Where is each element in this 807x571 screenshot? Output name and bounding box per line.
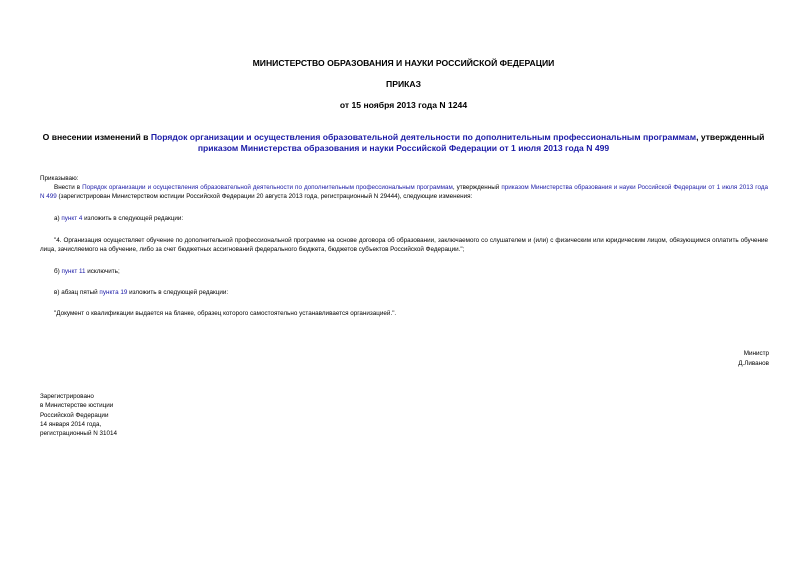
- intro-link-order-499[interactable]: приказом Министерства образования и науки Российской Федерации от 1 июля 2013 года N 499: [40, 184, 768, 200]
- intro-paragraph: [40, 183, 768, 201]
- item-a: [40, 214, 768, 223]
- item-a-link[interactable]: пункт 4: [61, 215, 83, 222]
- ministry-heading: МИНИСТЕРСТВО ОБРАЗОВАНИЯ И НАУКИ РОССИЙСКОЙ ФЕДЕРАЦИИ: [252, 58, 555, 68]
- item-b-link[interactable]: пункт 11: [61, 268, 86, 275]
- item-c-prefix: в) абзац пятый: [54, 289, 100, 296]
- signature-position: Министр: [743, 350, 769, 357]
- item-c-link[interactable]: пункта 19: [99, 289, 128, 296]
- item-a-prefix: а): [54, 215, 62, 222]
- registration-line: регистрационный N 31014: [40, 430, 118, 438]
- signature-block: [738, 349, 769, 368]
- intro-middle: , утвержденный: [452, 184, 502, 191]
- registration-line: в Министерстве юстиции: [40, 402, 114, 410]
- item-a-suffix: изложить в следующей редакции:: [82, 215, 184, 222]
- document-title: [40, 132, 767, 154]
- title-link-order-499[interactable]: приказом Министерства образования и науки Российской Федерации от 1 июля 2013 года N 499: [197, 143, 610, 153]
- title-link-procedure[interactable]: Порядок организации и осуществления образовательной деятельности по дополнительным профессиональным программам: [150, 132, 697, 142]
- registration-block: [40, 392, 117, 438]
- registration-line: Российской Федерации: [40, 411, 109, 419]
- item-b-suffix: исключить;: [85, 268, 120, 275]
- order-word: Приказываю:: [40, 175, 79, 182]
- item-b: [40, 267, 768, 276]
- intro-link-procedure[interactable]: Порядок организации и осуществления образовательной деятельности по дополнительным профессиональным программам: [82, 184, 453, 191]
- item-c: [40, 288, 768, 297]
- title-prefix: О внесении изменений в: [42, 132, 151, 142]
- signature-name: Д.Ливанов: [738, 359, 769, 367]
- quote-a: "4. Организация осуществляет обучение по дополнительной профессиональной программе на основе договора об образовании, заключаемого со слушателем и (или) с физическим или юридическим лицом, обязующимся оплатить обучение лица, зачисляемого на обучение, либо за счет бюджетных ассигнований федерального бюджета, бюджетов субъектов Российской Федерации.";: [40, 237, 768, 253]
- registration-line: 14 января 2014 года,: [40, 420, 102, 428]
- intro-suffix: (зарегистрирован Министерством юстиции Российской Федерации 20 августа 2013 года, регистрационный N 29444), следующие изменения:: [56, 193, 473, 200]
- intro-prefix: Внести в: [54, 184, 83, 191]
- item-b-prefix: б): [54, 268, 62, 275]
- quote-c: "Документ о квалификации выдается на бланке, образец которого самостоятельно устанавливается организацией.".: [54, 310, 397, 317]
- doc-type-heading: ПРИКАЗ: [386, 79, 421, 89]
- registration-line: Зарегистрировано: [40, 393, 94, 400]
- title-middle: , утвержденный: [696, 132, 765, 142]
- date-number-heading: от 15 ноября 2013 года N 1244: [339, 100, 468, 110]
- item-c-suffix: изложить в следующей редакции:: [127, 289, 229, 296]
